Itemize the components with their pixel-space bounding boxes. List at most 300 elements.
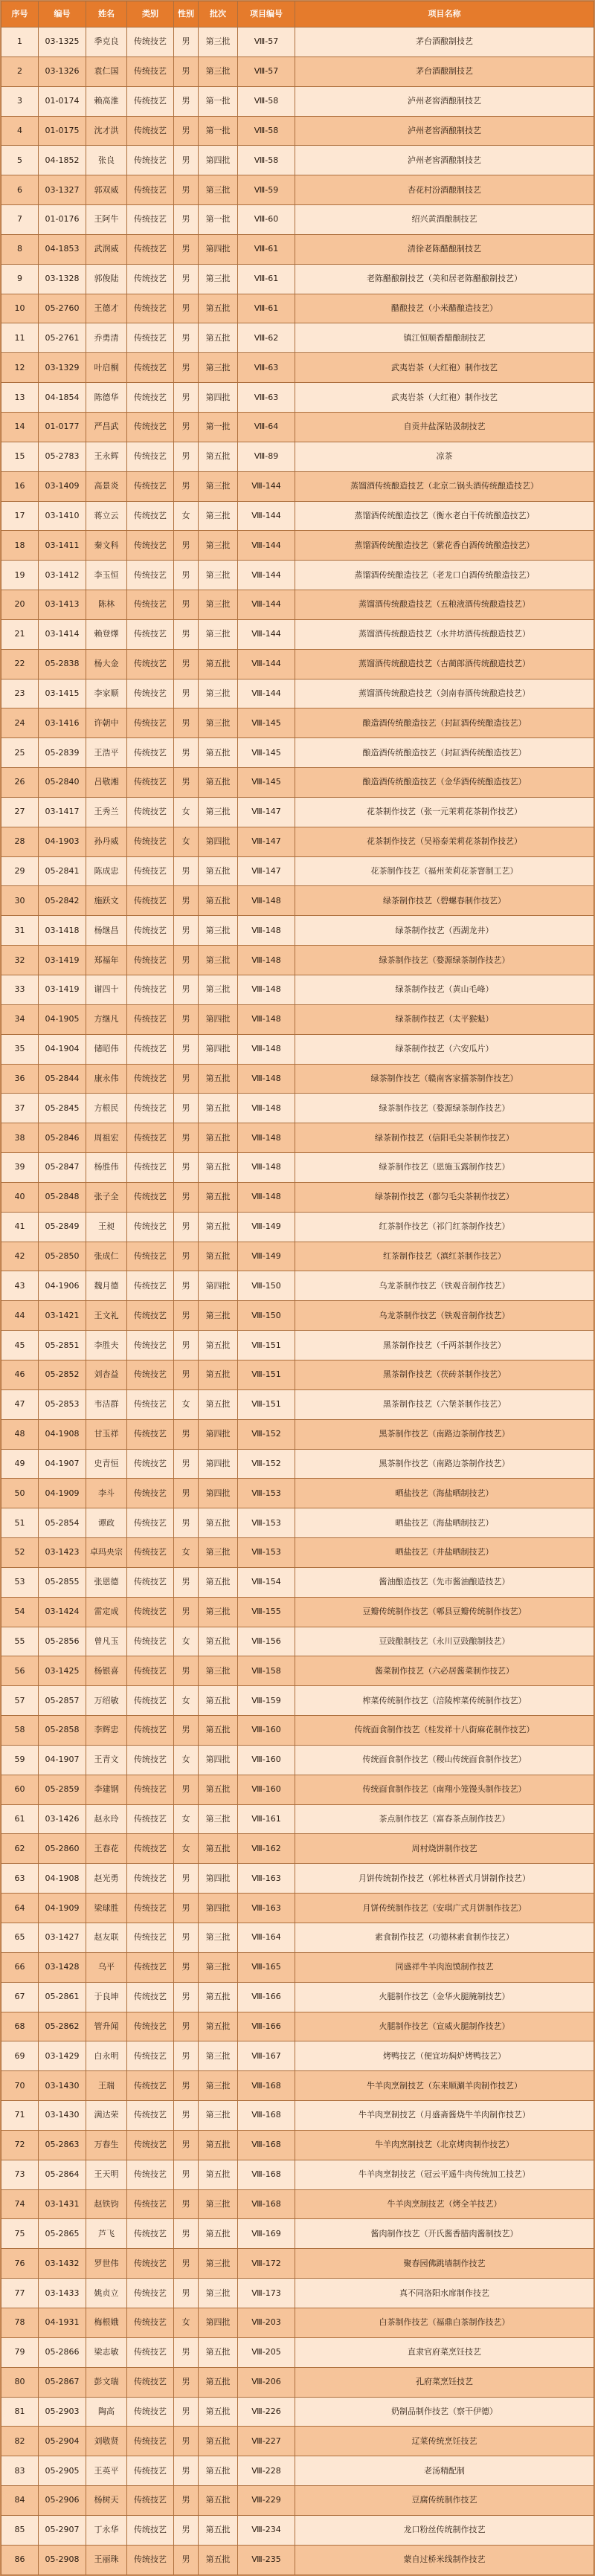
cell-code: 03-1416 (39, 708, 86, 738)
cell-category: 传统技艺 (127, 264, 174, 294)
cell-category: 传统技艺 (127, 827, 174, 856)
cell-project-name: 酿造酒传统酿造技艺（封缸酒传统酿造技艺） (295, 708, 594, 738)
cell-category: 传统技艺 (127, 1864, 174, 1894)
cell-batch: 第三批 (199, 916, 238, 946)
cell-code: 05-2864 (39, 2160, 86, 2189)
cell-category: 传统技艺 (127, 116, 174, 146)
cell-gender: 男 (174, 1242, 199, 1271)
cell-project-name: 酱肉制作技艺（开氏酱香腊肉酱制技艺） (295, 2219, 594, 2249)
cell-name: 赖登燡 (86, 619, 127, 649)
table-row (1, 2041, 594, 2071)
cell-batch: 第三批 (199, 708, 238, 738)
cell-batch: 第五批 (199, 1123, 238, 1153)
table-row (1, 1212, 594, 1242)
table-row (1, 2219, 594, 2249)
cell-code: 05-2853 (39, 1389, 86, 1419)
table-row (1, 1952, 594, 1982)
cell-category: 传统技艺 (127, 1834, 174, 1864)
cell-code: 05-2849 (39, 1212, 86, 1242)
cell-index: 79 (1, 2337, 39, 2367)
cell-project-code: Ⅷ-60 (238, 205, 295, 235)
table-row (1, 294, 594, 323)
cell-name: 储昭伟 (86, 1034, 127, 1064)
cell-name: 张良 (86, 146, 127, 175)
cell-batch: 第四批 (199, 1894, 238, 1923)
cell-batch: 第五批 (199, 294, 238, 323)
cell-category: 传统技艺 (127, 738, 174, 768)
cell-name: 王秀兰 (86, 797, 127, 827)
cell-project-name: 杏花村汾酒酿制技艺 (295, 175, 594, 205)
cell-code: 03-1418 (39, 916, 86, 946)
cell-code: 03-1328 (39, 264, 86, 294)
cell-project-code: Ⅷ-167 (238, 2041, 295, 2071)
cell-name: 谢四十 (86, 975, 127, 1005)
table-row (1, 146, 594, 175)
cell-project-code: Ⅷ-147 (238, 797, 295, 827)
table-row (1, 501, 594, 531)
header-category: 类别 (127, 1, 174, 28)
cell-index: 68 (1, 2012, 39, 2041)
cell-gender: 男 (174, 2012, 199, 2041)
cell-gender: 男 (174, 2101, 199, 2131)
cell-code: 03-1423 (39, 1538, 86, 1568)
table-header (1, 1, 594, 28)
cell-batch: 第三批 (199, 975, 238, 1005)
table-row (1, 1064, 594, 1094)
table-row (1, 708, 594, 738)
cell-index: 56 (1, 1656, 39, 1686)
cell-project-name: 榨菜传统制作技艺（涪陵榨菜传统制作技艺） (295, 1686, 594, 1716)
table-row (1, 2279, 594, 2308)
cell-name: 康永伟 (86, 1064, 127, 1094)
cell-gender: 男 (174, 1094, 199, 1123)
cell-project-code: Ⅷ-148 (238, 946, 295, 975)
cell-code: 04-1931 (39, 2308, 86, 2337)
cell-name: 王英平 (86, 2456, 127, 2486)
cell-project-code: Ⅷ-156 (238, 1627, 295, 1656)
cell-project-name: 蒸馏酒传统酿造技艺（古蔺郎酒传统酿造技艺） (295, 649, 594, 679)
cell-name: 魏月德 (86, 1271, 127, 1301)
cell-gender: 女 (174, 501, 199, 531)
cell-project-code: Ⅷ-145 (238, 708, 295, 738)
cell-category: 传统技艺 (127, 1775, 174, 1804)
cell-index: 25 (1, 738, 39, 768)
cell-name: 王文礼 (86, 1301, 127, 1331)
cell-gender: 男 (174, 1479, 199, 1508)
cell-index: 29 (1, 856, 39, 886)
cell-code: 05-2908 (39, 2545, 86, 2575)
cell-code: 04-1906 (39, 1271, 86, 1301)
cell-code: 03-1430 (39, 2071, 86, 2101)
cell-index: 7 (1, 205, 39, 235)
cell-name: 王永辉 (86, 442, 127, 471)
table-row (1, 1508, 594, 1538)
cell-gender: 男 (174, 2279, 199, 2308)
cell-name: 李辉忠 (86, 1716, 127, 1746)
cell-name: 方继凡 (86, 1004, 127, 1034)
cell-code: 05-2859 (39, 1775, 86, 1804)
cell-batch: 第四批 (199, 146, 238, 175)
cell-batch: 第五批 (199, 1834, 238, 1864)
cell-name: 沈才洪 (86, 116, 127, 146)
cell-gender: 女 (174, 2308, 199, 2337)
cell-gender: 女 (174, 1804, 199, 1834)
cell-name: 梁球胜 (86, 1894, 127, 1923)
cell-gender: 男 (174, 1271, 199, 1301)
cell-project-name: 聚春园佛跳墙制作技艺 (295, 2249, 594, 2279)
cell-code: 05-2865 (39, 2219, 86, 2249)
cell-batch: 第五批 (199, 1212, 238, 1242)
cell-project-name: 花茶制作技艺（张一元茉莉花茶制作技艺） (295, 797, 594, 827)
cell-category: 传统技艺 (127, 2486, 174, 2516)
cell-name: 王春花 (86, 1834, 127, 1864)
cell-category: 传统技艺 (127, 353, 174, 383)
cell-name: 赖高淮 (86, 86, 127, 116)
table-row (1, 205, 594, 235)
cell-index: 82 (1, 2427, 39, 2456)
cell-name: 韦洁群 (86, 1389, 127, 1419)
cell-project-name: 素食制作技艺（功德林素食制作技艺） (295, 1923, 594, 1953)
cell-name: 陈德华 (86, 383, 127, 413)
cell-batch: 第五批 (199, 1567, 238, 1597)
cell-category: 传统技艺 (127, 768, 174, 798)
cell-category: 传统技艺 (127, 1331, 174, 1360)
table-row (1, 1804, 594, 1834)
cell-project-code: Ⅷ-153 (238, 1538, 295, 1568)
cell-name: 施跃文 (86, 886, 127, 916)
cell-project-name: 豆腐传统制作技艺 (295, 2486, 594, 2516)
cell-name: 方根民 (86, 1094, 127, 1123)
cell-code: 01-0177 (39, 412, 86, 442)
cell-project-name: 白茶制作技艺（福鼎白茶制作技艺） (295, 2308, 594, 2337)
cell-code: 05-2850 (39, 1242, 86, 1271)
heritage-inheritors-table (1, 1, 594, 2575)
table-row (1, 1242, 594, 1271)
header-gender: 性别 (174, 1, 199, 28)
cell-index: 36 (1, 1064, 39, 1094)
cell-category: 传统技艺 (127, 856, 174, 886)
cell-project-name: 牛羊肉烹制技艺（月盛斋酱烧牛羊肉制作技艺） (295, 2101, 594, 2131)
cell-project-code: Ⅷ-162 (238, 1834, 295, 1864)
cell-project-name: 红茶制作技艺（祁门红茶制作技艺） (295, 1212, 594, 1242)
cell-name: 王昶 (86, 1212, 127, 1242)
cell-category: 传统技艺 (127, 679, 174, 708)
cell-gender: 男 (174, 1567, 199, 1597)
cell-name: 彭文瑞 (86, 2367, 127, 2397)
cell-category: 传统技艺 (127, 323, 174, 353)
cell-category: 传统技艺 (127, 1271, 174, 1301)
cell-code: 03-1428 (39, 1952, 86, 1982)
cell-index: 3 (1, 86, 39, 116)
cell-batch: 第三批 (199, 1804, 238, 1834)
cell-code: 05-2838 (39, 649, 86, 679)
cell-index: 84 (1, 2486, 39, 2516)
table-row (1, 175, 594, 205)
table-row (1, 827, 594, 856)
cell-index: 40 (1, 1182, 39, 1212)
cell-index: 66 (1, 1952, 39, 1982)
cell-batch: 第三批 (199, 561, 238, 590)
table-row (1, 1360, 594, 1389)
table-row (1, 561, 594, 590)
table-row (1, 1034, 594, 1064)
table-row (1, 1123, 594, 1153)
cell-gender: 男 (174, 57, 199, 86)
cell-category: 传统技艺 (127, 797, 174, 827)
cell-name: 赵友联 (86, 1923, 127, 1953)
cell-index: 69 (1, 2041, 39, 2071)
cell-gender: 男 (174, 916, 199, 946)
table-row (1, 353, 594, 383)
cell-code: 03-1421 (39, 1301, 86, 1331)
cell-gender: 男 (174, 2337, 199, 2367)
cell-category: 传统技艺 (127, 2071, 174, 2101)
cell-project-code: Ⅷ-148 (238, 1064, 295, 1094)
table-row (1, 916, 594, 946)
cell-name: 周祖宏 (86, 1123, 127, 1153)
cell-project-name: 黑茶制作技艺（南路边茶制作技艺） (295, 1419, 594, 1449)
cell-gender: 男 (174, 1064, 199, 1094)
cell-code: 05-2855 (39, 1567, 86, 1597)
cell-index: 75 (1, 2219, 39, 2249)
cell-index: 50 (1, 1479, 39, 1508)
cell-project-code: Ⅷ-164 (238, 1923, 295, 1953)
cell-gender: 男 (174, 294, 199, 323)
cell-gender: 男 (174, 1360, 199, 1389)
cell-gender: 男 (174, 2249, 199, 2279)
cell-gender: 男 (174, 323, 199, 353)
cell-category: 传统技艺 (127, 2308, 174, 2337)
cell-project-code: Ⅷ-89 (238, 442, 295, 471)
cell-gender: 男 (174, 383, 199, 413)
cell-category: 传统技艺 (127, 2012, 174, 2041)
table-row (1, 234, 594, 264)
cell-project-code: Ⅷ-145 (238, 738, 295, 768)
cell-code: 04-1904 (39, 1034, 86, 1064)
cell-name: 秦文科 (86, 531, 127, 561)
cell-project-code: Ⅷ-151 (238, 1389, 295, 1419)
cell-category: 传统技艺 (127, 1508, 174, 1538)
cell-project-code: Ⅷ-144 (238, 531, 295, 561)
cell-batch: 第五批 (199, 2219, 238, 2249)
cell-gender: 男 (174, 1034, 199, 1064)
cell-name: 李建钢 (86, 1775, 127, 1804)
cell-code: 03-1415 (39, 679, 86, 708)
cell-project-name: 黑茶制作技艺（南路边茶制作技艺） (295, 1449, 594, 1479)
cell-index: 26 (1, 768, 39, 798)
table-row (1, 1894, 594, 1923)
cell-batch: 第五批 (199, 856, 238, 886)
cell-index: 62 (1, 1834, 39, 1864)
cell-project-name: 泸州老窖酒酿制技艺 (295, 146, 594, 175)
cell-category: 传统技艺 (127, 2041, 174, 2071)
table-row (1, 1271, 594, 1301)
cell-gender: 女 (174, 1389, 199, 1419)
cell-category: 传统技艺 (127, 2101, 174, 2131)
cell-category: 传统技艺 (127, 946, 174, 975)
table-row (1, 1538, 594, 1568)
cell-code: 04-1852 (39, 146, 86, 175)
cell-batch: 第三批 (199, 353, 238, 383)
cell-gender: 男 (174, 116, 199, 146)
cell-project-name: 醋酿技艺（小米醋酿造技艺） (295, 294, 594, 323)
cell-index: 78 (1, 2308, 39, 2337)
cell-category: 传统技艺 (127, 1745, 174, 1775)
cell-batch: 第五批 (199, 2160, 238, 2189)
cell-index: 33 (1, 975, 39, 1005)
cell-project-code: Ⅷ-163 (238, 1864, 295, 1894)
cell-project-code: Ⅷ-153 (238, 1508, 295, 1538)
cell-name: 陈林 (86, 590, 127, 620)
cell-gender: 男 (174, 619, 199, 649)
cell-project-name: 火腿制作技艺（宣威火腿制作技艺） (295, 2012, 594, 2041)
cell-name: 刘敬贤 (86, 2427, 127, 2456)
cell-batch: 第五批 (199, 649, 238, 679)
cell-project-name: 茅台酒酿制技艺 (295, 57, 594, 86)
cell-gender: 男 (174, 1597, 199, 1627)
cell-gender: 男 (174, 2486, 199, 2516)
cell-name: 白永明 (86, 2041, 127, 2071)
cell-index: 43 (1, 1271, 39, 1301)
cell-index: 44 (1, 1301, 39, 1331)
cell-index: 72 (1, 2130, 39, 2160)
cell-batch: 第三批 (199, 1538, 238, 1568)
cell-name: 张成仁 (86, 1242, 127, 1271)
cell-name: 严昌武 (86, 412, 127, 442)
cell-code: 03-1419 (39, 946, 86, 975)
cell-project-code: Ⅷ-150 (238, 1301, 295, 1331)
cell-project-name: 周村烧饼制作技艺 (295, 1834, 594, 1864)
cell-batch: 第五批 (199, 2337, 238, 2367)
cell-code: 05-2863 (39, 2130, 86, 2160)
cell-project-name: 晒盐技艺（海盐晒制技艺） (295, 1508, 594, 1538)
cell-gender: 男 (174, 2545, 199, 2575)
cell-name: 万绍敏 (86, 1686, 127, 1716)
cell-name: 李胜夫 (86, 1331, 127, 1360)
table-row (1, 86, 594, 116)
table-row (1, 2189, 594, 2219)
cell-name: 王德才 (86, 294, 127, 323)
cell-name: 王浩平 (86, 738, 127, 768)
cell-project-code: Ⅷ-168 (238, 2160, 295, 2189)
cell-gender: 男 (174, 1004, 199, 1034)
cell-project-name: 绿茶制作技艺（信阳毛尖茶制作技艺） (295, 1123, 594, 1153)
cell-gender: 女 (174, 1834, 199, 1864)
cell-category: 传统技艺 (127, 28, 174, 57)
cell-project-code: Ⅷ-148 (238, 975, 295, 1005)
cell-batch: 第一批 (199, 205, 238, 235)
table-row (1, 768, 594, 798)
cell-project-name: 传统面食制作技艺（桂发祥十八街麻花制作技艺） (295, 1716, 594, 1746)
cell-batch: 第三批 (199, 264, 238, 294)
cell-category: 传统技艺 (127, 1804, 174, 1834)
cell-project-name: 牛羊肉烹制技艺（北京烤肉制作技艺） (295, 2130, 594, 2160)
cell-batch: 第三批 (199, 2279, 238, 2308)
cell-name: 王瑞 (86, 2071, 127, 2101)
cell-category: 传统技艺 (127, 1538, 174, 1568)
cell-gender: 男 (174, 1419, 199, 1449)
cell-project-code: Ⅷ-149 (238, 1212, 295, 1242)
cell-code: 03-1411 (39, 531, 86, 561)
cell-project-name: 老汤精配制 (295, 2456, 594, 2486)
cell-code: 04-1905 (39, 1004, 86, 1034)
table-row (1, 2427, 594, 2456)
cell-code: 05-2851 (39, 1331, 86, 1360)
cell-code: 03-1425 (39, 1656, 86, 1686)
cell-project-code: Ⅷ-59 (238, 175, 295, 205)
cell-project-code: Ⅷ-161 (238, 1804, 295, 1834)
cell-category: 传统技艺 (127, 1627, 174, 1656)
cell-category: 传统技艺 (127, 649, 174, 679)
cell-gender: 女 (174, 827, 199, 856)
cell-gender: 男 (174, 738, 199, 768)
cell-name: 张恩德 (86, 1567, 127, 1597)
table-row (1, 2456, 594, 2486)
cell-gender: 女 (174, 1538, 199, 1568)
cell-project-code: Ⅷ-166 (238, 2012, 295, 2041)
cell-name: 季克良 (86, 28, 127, 57)
cell-batch: 第三批 (199, 797, 238, 827)
cell-code: 04-1907 (39, 1449, 86, 1479)
cell-code: 05-2906 (39, 2486, 86, 2516)
table-row (1, 2160, 594, 2189)
cell-project-name: 蒸馏酒传统酿造技艺（水井坊酒传统酿造技艺） (295, 619, 594, 649)
table-row (1, 1004, 594, 1034)
cell-gender: 男 (174, 1449, 199, 1479)
table-row (1, 975, 594, 1005)
cell-project-name: 牛羊肉烹制技艺（东来顺涮羊肉制作技艺） (295, 2071, 594, 2101)
table-row (1, 442, 594, 471)
cell-index: 22 (1, 649, 39, 679)
cell-index: 23 (1, 679, 39, 708)
table-row (1, 2012, 594, 2041)
cell-batch: 第三批 (199, 1656, 238, 1686)
cell-code: 04-1907 (39, 1745, 86, 1775)
cell-name: 曾凡玉 (86, 1627, 127, 1656)
cell-project-code: Ⅷ-148 (238, 1123, 295, 1153)
cell-project-name: 绿茶制作技艺（恩施玉露制作技艺） (295, 1153, 594, 1183)
cell-project-code: Ⅷ-163 (238, 1894, 295, 1923)
cell-category: 传统技艺 (127, 2545, 174, 2575)
cell-index: 17 (1, 501, 39, 531)
cell-gender: 男 (174, 2397, 199, 2427)
cell-batch: 第四批 (199, 1745, 238, 1775)
cell-gender: 男 (174, 1656, 199, 1686)
cell-code: 05-2846 (39, 1123, 86, 1153)
table-row (1, 1834, 594, 1864)
cell-category: 传统技艺 (127, 383, 174, 413)
cell-batch: 第四批 (199, 1479, 238, 1508)
cell-category: 传统技艺 (127, 1123, 174, 1153)
cell-project-code: Ⅷ-160 (238, 1775, 295, 1804)
cell-category: 传统技艺 (127, 2456, 174, 2486)
cell-category: 传统技艺 (127, 1716, 174, 1746)
cell-batch: 第五批 (199, 2515, 238, 2545)
cell-index: 70 (1, 2071, 39, 2101)
cell-name: 陶高 (86, 2397, 127, 2427)
cell-index: 8 (1, 234, 39, 264)
table-row (1, 797, 594, 827)
table-row (1, 1864, 594, 1894)
cell-project-code: Ⅷ-144 (238, 679, 295, 708)
cell-gender: 男 (174, 1952, 199, 1982)
cell-batch: 第三批 (199, 1597, 238, 1627)
cell-code: 03-1433 (39, 2279, 86, 2308)
cell-project-name: 直隶官府菜烹饪技艺 (295, 2337, 594, 2367)
cell-index: 20 (1, 590, 39, 620)
cell-index: 12 (1, 353, 39, 383)
cell-batch: 第四批 (199, 2308, 238, 2337)
